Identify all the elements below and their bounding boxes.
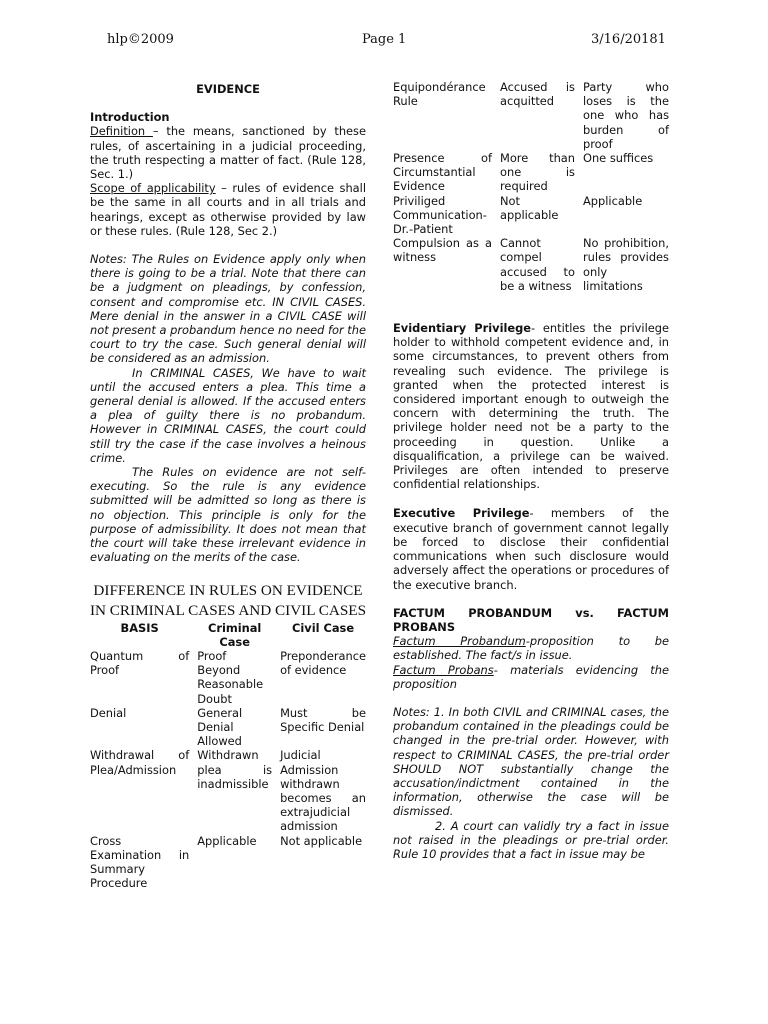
scope-text: – rules of evidence shall be the same in all courts and in all trials and hearings, except as otherwise provided by law or these rules. (Rule 128, Sec 2.)	[90, 181, 366, 238]
executive-privilege-paragraph	[393, 506, 669, 591]
header-date: 3/16/20181	[591, 32, 666, 47]
table-cell: Compulsion as a witness	[393, 236, 492, 265]
executive-privilege-text: - members of the executive branch of government cannot legally be forced to disclose their confidential communications when such disclosure would adversely affect the operations or procedures of the executive branch.	[393, 506, 670, 592]
difference-table	[90, 621, 366, 891]
intro-heading: Introduction	[90, 110, 170, 125]
evidentiary-privilege-term: Evidentiary Privilege	[393, 321, 532, 336]
table-cell: No prohibition, rules provides only limitations	[583, 236, 669, 293]
table-row	[90, 834, 366, 891]
difference-heading: DIFFERENCE IN RULES ON EVIDENCE IN CRIMINAL CASES AND CIVIL CASES	[89, 581, 367, 619]
factum-probans-text: - materials evidencing the proposition	[393, 662, 669, 691]
table-header-cell: Civil Case	[292, 620, 355, 635]
scope-term: Scope of applicability	[90, 181, 216, 196]
table-row	[393, 236, 669, 293]
factum-heading: FACTUM PROBANDUM vs. FACTUM PROBANS	[393, 605, 669, 634]
table-cell: Presence of Circumstantial Evidence	[393, 151, 492, 194]
definition-paragraph	[90, 124, 366, 181]
table-cell: Quantum of Proof	[90, 648, 190, 678]
table-row	[393, 151, 669, 194]
table-cell: Not applicable	[500, 193, 559, 222]
table-cell: Withdrawn plea is inadmissible	[197, 748, 273, 791]
table-cell: Party who loses is the one who has burden of proof	[583, 80, 669, 151]
table-cell: Judicial Admission withdrawn becomes an extrajudicial admission	[280, 748, 366, 834]
definition-text: – the means, sanctioned by these rules, of ascertaining in a judicial proceeding, the truth respecting a matter of fact. (Rule 128, Sec. 1.)	[90, 124, 366, 182]
factum-probans-term: Factum Probans	[393, 662, 494, 677]
table-cell: Priviliged Communication-Dr.-Patient	[393, 193, 487, 237]
table-cell: Accused is acquitted	[500, 80, 575, 109]
difference-table-continued	[393, 80, 669, 293]
table-cell: Preponderance of evidence	[280, 648, 366, 678]
factum-probandum-paragraph	[393, 634, 669, 662]
factum-probandum-term: Factum Probandum	[393, 634, 526, 649]
factum-probandum-text: -proposition to be established. The fact/s in issue.	[393, 634, 669, 663]
table-row	[90, 706, 366, 749]
table-cell: Applicable	[197, 833, 257, 848]
evidentiary-privilege-paragraph	[393, 321, 669, 491]
table-cell: Cross Examination in Summary Procedure	[90, 833, 190, 891]
left-column	[90, 80, 366, 890]
notes-fact-in-issue-paragraph: 2. A court can validly try a fact in issue not raised in the pleadings or pre-trial order. Rule 10 provides that a fact in issue may be	[393, 818, 669, 861]
evidentiary-privilege-text: - entitles the privilege holder to withhold competent evidence and, in some circumstances, to prevent others from revealing such evidence. The privilege is granted when the protected interest is considered important enough to outweigh the concern with determining the truth. The privilege holder need not be a party to the proceeding in question. Unlike a disqualification, a privilege can be waived. Privileges are often intended to preserve confidential relationships.	[393, 321, 669, 492]
table-cell: Must be Specific Denial	[280, 705, 366, 734]
table-cell: Proof Beyond Reasonable Doubt	[197, 648, 264, 706]
notes-self-executing-paragraph: The Rules on evidence are not self-executing. So the rule is any evidence submitted will be admitted so long as there is no objection. This principle is only for the purpose of admissibility. It does not mean that the court will take these irrelevant evidence in evaluating on the merits of the case.	[90, 465, 366, 565]
table-cell: Withdrawal of Plea/Admission	[90, 748, 190, 777]
header-author: hlp©2009	[107, 32, 174, 47]
table-cell: Cannot compel accused to be a witness	[500, 236, 575, 293]
table-header-cell: BASIS	[120, 620, 159, 635]
notes-criminal-paragraph: In CRIMINAL CASES, We have to wait until the accused enters a plea. This time a general denial is allowed. If the accused enters a plea of guilty there is no probandum. However in CRIMINAL CASES, the court could still try the case if the case involves a heinous crime.	[90, 365, 366, 465]
scope-paragraph	[90, 181, 366, 238]
table-row	[393, 194, 669, 237]
table-cell: Not applicable	[280, 833, 363, 848]
table-header-cell: Criminal Case	[207, 620, 262, 649]
notes-probandum-paragraph: Notes: 1. In both CIVIL and CRIMINAL cases, the probandum contained in the pleadings could be changed in the pre-trial order. However, with respect to CRIMINAL CASES, the pre-trial order SHOULD NOT substantially change the accusation/indictment contained in the information, otherwise the case will be dismissed.	[393, 704, 669, 819]
header-page-number: Page 1	[362, 32, 407, 47]
notes-civil-paragraph: Notes: The Rules on Evidence apply only when there is going to be a trial. Note that there can be a judgment on pleadings, by confession, consent and compromise etc. IN CIVIL CASES. Mere denial in the answer in a CIVIL CASE will not present a probandum hence no need for the court to try the case. Such general denial will be considered as an admission.	[90, 252, 366, 366]
table-row	[90, 748, 366, 833]
table-row	[90, 649, 366, 706]
table-cell: Equipondérance Rule	[393, 80, 486, 109]
executive-privilege-term: Executive Privilege	[393, 506, 530, 521]
table-header-row	[90, 621, 366, 649]
definition-term: Definition	[90, 124, 153, 139]
right-column	[393, 80, 669, 861]
factum-probans-paragraph	[393, 663, 669, 691]
table-cell: General Denial Allowed	[197, 705, 243, 749]
document-title: EVIDENCE	[196, 82, 260, 96]
table-cell: Denial	[90, 705, 127, 720]
table-cell: More than one is required	[500, 151, 575, 194]
table-cell: Applicable	[583, 193, 643, 208]
table-cell: One suffices	[583, 151, 654, 166]
table-row	[393, 80, 669, 151]
